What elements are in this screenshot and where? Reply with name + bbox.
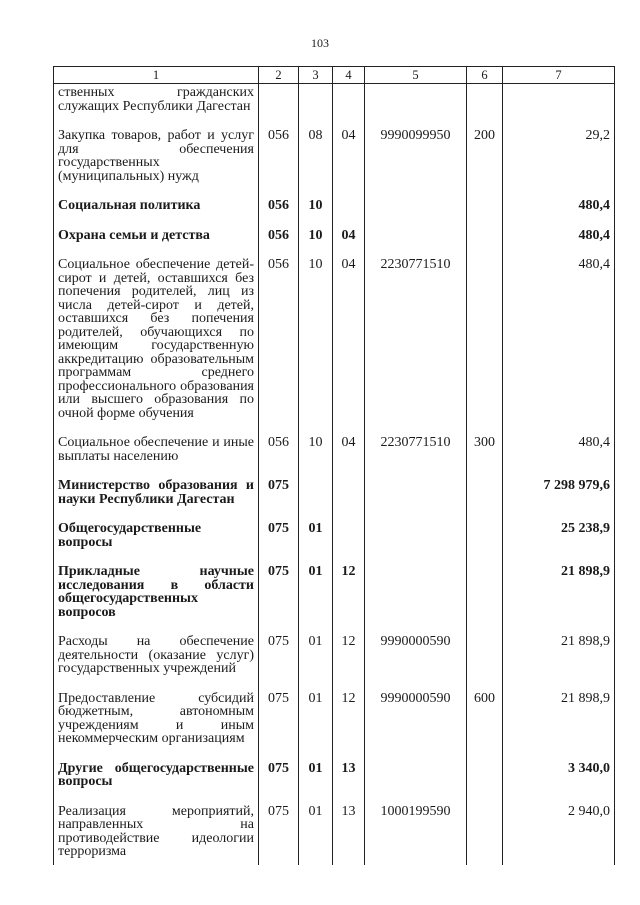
- spacer-cell: [503, 549, 615, 565]
- spacer-cell: [54, 213, 259, 229]
- spacer-cell: [259, 619, 299, 635]
- budget-item-name: Прикладные научные исследования в области общегосударственных вопросов: [54, 565, 259, 619]
- target-article-code: 1000199590: [365, 805, 467, 865]
- spacer-cell: [259, 676, 299, 692]
- section-code: [299, 479, 333, 506]
- spacer-cell: [365, 242, 467, 258]
- header-col-1: 1: [54, 67, 259, 84]
- spacer-cell: [365, 619, 467, 635]
- table-row: [54, 436, 615, 463]
- spacer-cell: [467, 463, 503, 479]
- amount: 480,4: [503, 258, 615, 420]
- row-spacer: [54, 549, 615, 565]
- table-row: [54, 258, 615, 420]
- expense-type-code: [467, 199, 503, 213]
- budget-item-name: Социальная политика: [54, 199, 259, 213]
- amount: 480,4: [503, 229, 615, 243]
- expense-type-code: 600: [467, 692, 503, 746]
- expense-type-code: [467, 635, 503, 676]
- spacer-cell: [259, 213, 299, 229]
- spacer-cell: [467, 746, 503, 762]
- budget-item-name: Предоставление субсидий бюджетным, автономным учреждениям и иным некоммерческим организациям: [54, 692, 259, 746]
- subsection-code: 12: [333, 692, 365, 746]
- spacer-cell: [467, 113, 503, 129]
- spacer-cell: [333, 676, 365, 692]
- target-article-code: [365, 84, 467, 114]
- expense-type-code: [467, 84, 503, 114]
- spacer-cell: [467, 789, 503, 805]
- budget-item-name: Другие общегосударственные вопросы: [54, 762, 259, 789]
- spacer-cell: [365, 789, 467, 805]
- spacer-cell: [333, 242, 365, 258]
- budget-item-name: Охрана семьи и детства: [54, 229, 259, 243]
- budget-item-name: Расходы на обеспечение деятельности (оказание услуг) государственных учреждений: [54, 635, 259, 676]
- header-col-7: 7: [503, 67, 615, 84]
- spacer-cell: [365, 506, 467, 522]
- expense-type-code: [467, 522, 503, 549]
- spacer-cell: [299, 183, 333, 199]
- header-col-5: 5: [365, 67, 467, 84]
- budget-item-name: Социальное обеспечение и иные выплаты населению: [54, 436, 259, 463]
- expense-type-code: [467, 258, 503, 420]
- row-spacer: [54, 463, 615, 479]
- ministry-code: 075: [259, 805, 299, 865]
- section-code: 10: [299, 199, 333, 213]
- section-code: 01: [299, 762, 333, 789]
- spacer-cell: [259, 506, 299, 522]
- table-row: [54, 522, 615, 549]
- row-spacer: [54, 506, 615, 522]
- budget-item-name: Реализация мероприятий, направленных на противодействие идеологии терроризма: [54, 805, 259, 865]
- header-col-2: 2: [259, 67, 299, 84]
- subsection-code: [333, 522, 365, 549]
- spacer-cell: [503, 183, 615, 199]
- row-spacer: [54, 789, 615, 805]
- subsection-code: 04: [333, 229, 365, 243]
- spacer-cell: [54, 549, 259, 565]
- spacer-cell: [467, 549, 503, 565]
- subsection-code: 04: [333, 129, 365, 183]
- header-col-6: 6: [467, 67, 503, 84]
- row-spacer: [54, 183, 615, 199]
- spacer-cell: [365, 746, 467, 762]
- subsection-code: 12: [333, 565, 365, 619]
- table-body: [54, 84, 615, 865]
- section-code: 01: [299, 635, 333, 676]
- spacer-cell: [259, 746, 299, 762]
- amount: 25 238,9: [503, 522, 615, 549]
- spacer-cell: [467, 420, 503, 436]
- subsection-code: 12: [333, 635, 365, 676]
- spacer-cell: [299, 619, 333, 635]
- amount: 21 898,9: [503, 692, 615, 746]
- table-row: [54, 229, 615, 243]
- ministry-code: 075: [259, 522, 299, 549]
- spacer-cell: [259, 183, 299, 199]
- page-number: 103: [311, 36, 329, 50]
- spacer-cell: [54, 420, 259, 436]
- ministry-code: 075: [259, 635, 299, 676]
- table-row: [54, 129, 615, 183]
- target-article-code: 2230771510: [365, 258, 467, 420]
- target-article-code: [365, 479, 467, 506]
- target-article-code: [365, 199, 467, 213]
- section-code: 10: [299, 258, 333, 420]
- spacer-cell: [54, 676, 259, 692]
- spacer-cell: [299, 242, 333, 258]
- budget-item-name: Социальное обеспечение детей-сирот и детей, оставшихся без попечения родителей, лиц из числа детей-сирот и детей, оставшихся без попечения родителей, обучающихся по имеющим государственную аккредитацию образовательным программам среднего профессионального образования или высшего образования по очной форме обучения: [54, 258, 259, 420]
- spacer-cell: [365, 113, 467, 129]
- spacer-cell: [467, 242, 503, 258]
- spacer-cell: [503, 420, 615, 436]
- ministry-code: 075: [259, 565, 299, 619]
- table-row: [54, 479, 615, 506]
- table-row: [54, 692, 615, 746]
- spacer-cell: [503, 789, 615, 805]
- subsection-code: 13: [333, 762, 365, 789]
- subsection-code: 13: [333, 805, 365, 865]
- row-spacer: [54, 420, 615, 436]
- spacer-cell: [365, 463, 467, 479]
- budget-item-name: ственных гражданских служащих Республики Дагестан: [54, 84, 259, 114]
- subsection-code: [333, 84, 365, 114]
- section-code: 01: [299, 805, 333, 865]
- spacer-cell: [54, 789, 259, 805]
- target-article-code: 2230771510: [365, 436, 467, 463]
- spacer-cell: [299, 746, 333, 762]
- target-article-code: [365, 522, 467, 549]
- budget-item-name: Министерство образования и науки Республики Дагестан: [54, 479, 259, 506]
- spacer-cell: [259, 549, 299, 565]
- amount: 7 298 979,6: [503, 479, 615, 506]
- table-row: [54, 565, 615, 619]
- table-row: [54, 762, 615, 789]
- expense-type-code: [467, 565, 503, 619]
- header-row: [54, 67, 615, 84]
- spacer-cell: [503, 463, 615, 479]
- spacer-cell: [503, 213, 615, 229]
- spacer-cell: [299, 506, 333, 522]
- spacer-cell: [259, 789, 299, 805]
- subsection-code: 04: [333, 258, 365, 420]
- spacer-cell: [333, 506, 365, 522]
- spacer-cell: [54, 506, 259, 522]
- spacer-cell: [333, 463, 365, 479]
- section-code: 10: [299, 229, 333, 243]
- header-col-4: 4: [333, 67, 365, 84]
- ministry-code: 075: [259, 692, 299, 746]
- expense-type-code: [467, 479, 503, 506]
- target-article-code: 9990099950: [365, 129, 467, 183]
- spacer-cell: [503, 746, 615, 762]
- spacer-cell: [333, 619, 365, 635]
- row-spacer: [54, 619, 615, 635]
- budget-item-name: Закупка товаров, работ и услуг для обеспечения государственных (муниципальных) нужд: [54, 129, 259, 183]
- ministry-code: 056: [259, 229, 299, 243]
- section-code: 10: [299, 436, 333, 463]
- spacer-cell: [299, 463, 333, 479]
- budget-table: [53, 66, 615, 865]
- spacer-cell: [503, 113, 615, 129]
- spacer-cell: [299, 213, 333, 229]
- spacer-cell: [333, 113, 365, 129]
- spacer-cell: [333, 213, 365, 229]
- ministry-code: 075: [259, 762, 299, 789]
- spacer-cell: [54, 463, 259, 479]
- spacer-cell: [259, 420, 299, 436]
- ministry-code: 056: [259, 199, 299, 213]
- spacer-cell: [467, 619, 503, 635]
- amount: 29,2: [503, 129, 615, 183]
- spacer-cell: [333, 746, 365, 762]
- spacer-cell: [503, 506, 615, 522]
- header-col-3: 3: [299, 67, 333, 84]
- spacer-cell: [365, 183, 467, 199]
- target-article-code: [365, 762, 467, 789]
- spacer-cell: [467, 213, 503, 229]
- amount: 480,4: [503, 436, 615, 463]
- row-spacer: [54, 242, 615, 258]
- amount: 21 898,9: [503, 565, 615, 619]
- ministry-code: 056: [259, 436, 299, 463]
- spacer-cell: [259, 242, 299, 258]
- spacer-cell: [299, 420, 333, 436]
- spacer-cell: [54, 746, 259, 762]
- subsection-code: 04: [333, 436, 365, 463]
- spacer-cell: [333, 183, 365, 199]
- spacer-cell: [503, 619, 615, 635]
- spacer-cell: [259, 113, 299, 129]
- table-row: [54, 199, 615, 213]
- expense-type-code: [467, 762, 503, 789]
- budget-item-name: Общегосударственные вопросы: [54, 522, 259, 549]
- expense-type-code: 300: [467, 436, 503, 463]
- target-article-code: [365, 565, 467, 619]
- table-row: [54, 635, 615, 676]
- spacer-cell: [299, 113, 333, 129]
- spacer-cell: [467, 183, 503, 199]
- amount: 480,4: [503, 199, 615, 213]
- ministry-code: 056: [259, 258, 299, 420]
- subsection-code: [333, 199, 365, 213]
- spacer-cell: [467, 676, 503, 692]
- target-article-code: 9990000590: [365, 692, 467, 746]
- expense-type-code: 200: [467, 129, 503, 183]
- spacer-cell: [365, 676, 467, 692]
- spacer-cell: [365, 420, 467, 436]
- target-article-code: 9990000590: [365, 635, 467, 676]
- row-spacer: [54, 676, 615, 692]
- amount: 3 340,0: [503, 762, 615, 789]
- spacer-cell: [299, 789, 333, 805]
- section-code: [299, 84, 333, 114]
- amount: [503, 84, 615, 114]
- spacer-cell: [299, 549, 333, 565]
- table-row: [54, 84, 615, 114]
- expense-type-code: [467, 229, 503, 243]
- spacer-cell: [259, 463, 299, 479]
- spacer-cell: [54, 619, 259, 635]
- row-spacer: [54, 746, 615, 762]
- spacer-cell: [333, 549, 365, 565]
- section-code: 01: [299, 692, 333, 746]
- spacer-cell: [503, 676, 615, 692]
- amount: 2 940,0: [503, 805, 615, 865]
- row-spacer: [54, 113, 615, 129]
- row-spacer: [54, 213, 615, 229]
- spacer-cell: [54, 113, 259, 129]
- section-code: 01: [299, 522, 333, 549]
- spacer-cell: [467, 506, 503, 522]
- spacer-cell: [299, 676, 333, 692]
- amount: 21 898,9: [503, 635, 615, 676]
- ministry-code: 056: [259, 129, 299, 183]
- spacer-cell: [365, 213, 467, 229]
- spacer-cell: [503, 242, 615, 258]
- spacer-cell: [54, 242, 259, 258]
- target-article-code: [365, 229, 467, 243]
- spacer-cell: [333, 420, 365, 436]
- spacer-cell: [54, 183, 259, 199]
- table-row: [54, 805, 615, 865]
- section-code: 08: [299, 129, 333, 183]
- subsection-code: [333, 479, 365, 506]
- spacer-cell: [333, 789, 365, 805]
- ministry-code: [259, 84, 299, 114]
- section-code: 01: [299, 565, 333, 619]
- ministry-code: 075: [259, 479, 299, 506]
- spacer-cell: [365, 549, 467, 565]
- expense-type-code: [467, 805, 503, 865]
